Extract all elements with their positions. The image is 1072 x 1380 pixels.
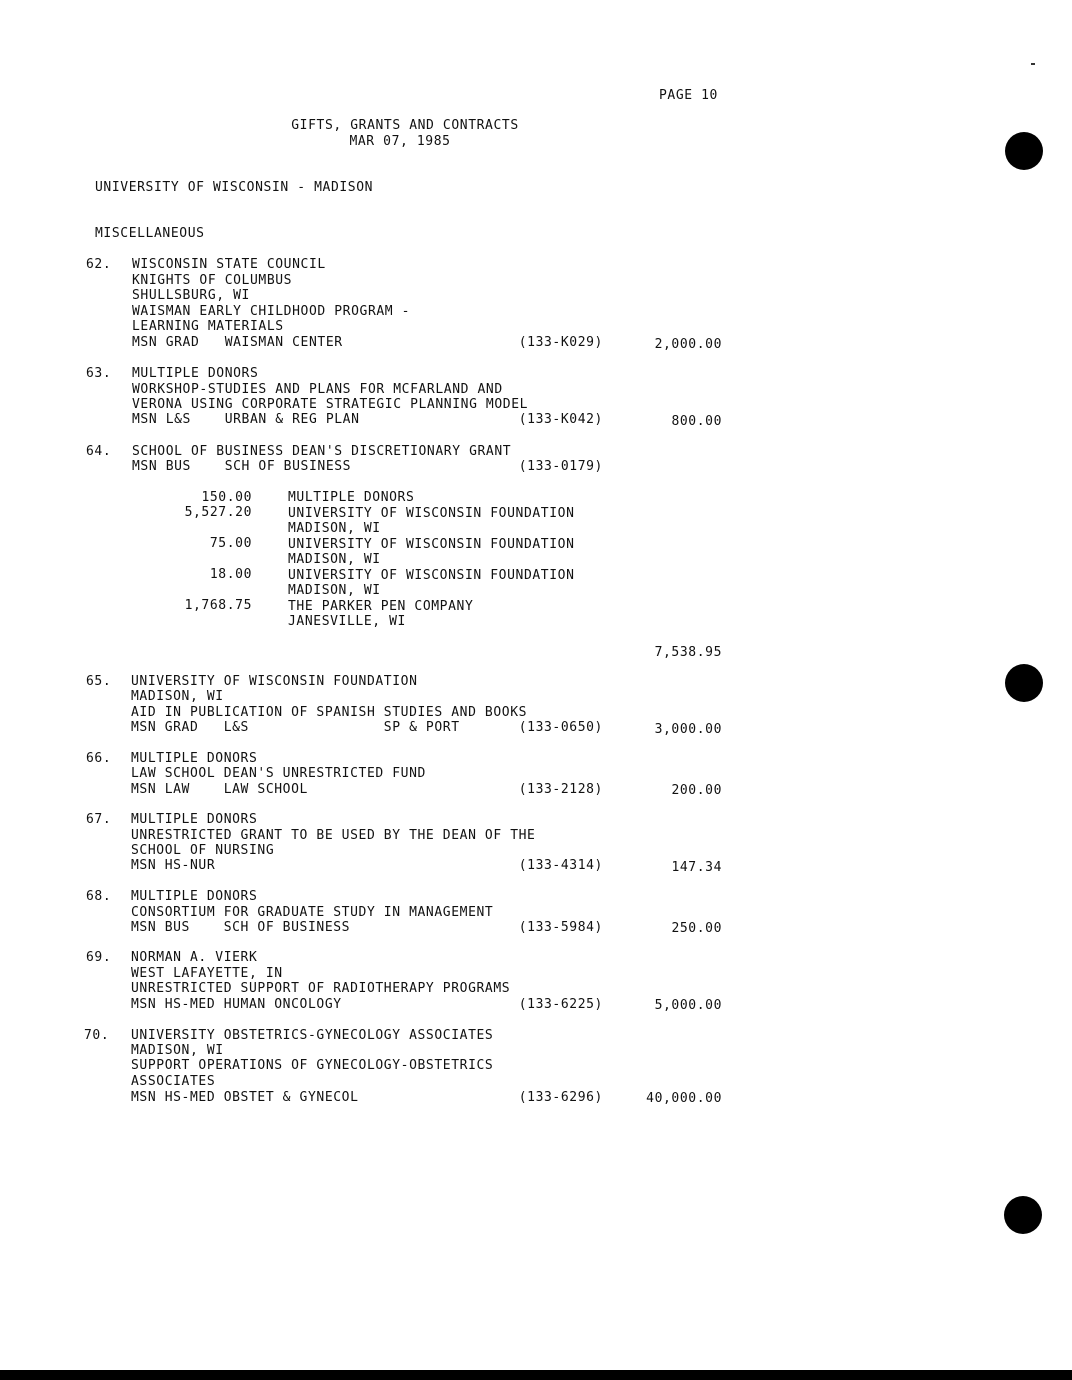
report-title: GIFTS, GRANTS AND CONTRACTS [291, 118, 519, 133]
sub-amount: 5,527.20 [184, 505, 252, 520]
amount: 250.00 [671, 921, 722, 936]
department: MSN HS-MED HUMAN ONCOLOGY [131, 997, 342, 1012]
amount: 800.00 [671, 414, 722, 429]
department: MSN L&S URBAN & REG PLAN [132, 412, 360, 427]
amount: 200.00 [671, 783, 722, 798]
amount: 3,000.00 [654, 722, 722, 737]
department: MSN HS-MED OBSTET & GYNECOL [131, 1090, 359, 1105]
scan-edge-bar [0, 1370, 1072, 1380]
sub-donor-line: MADISON, WI [288, 583, 381, 598]
entry-line: UNIVERSITY OBSTETRICS-GYNECOLOGY ASSOCIATES [131, 1028, 494, 1043]
entry-line: WAISMAN EARLY CHILDHOOD PROGRAM - [132, 304, 411, 319]
entry-line: WEST LAFAYETTE, IN [131, 966, 283, 981]
page-number: PAGE 10 [659, 88, 718, 103]
entry-line: NORMAN A. VIERK [131, 950, 258, 965]
amount: 40,000.00 [646, 1091, 722, 1106]
entry-line: WORKSHOP-STUDIES AND PLANS FOR MCFARLAND AND [132, 382, 503, 397]
punch-hole [1005, 664, 1043, 702]
entry-number: 69. [86, 950, 112, 965]
institution-name: UNIVERSITY OF WISCONSIN - MADISON [95, 180, 374, 195]
entry-number: 67. [86, 812, 112, 827]
entry-line: AID IN PUBLICATION OF SPANISH STUDIES AND BOOKS [131, 705, 528, 720]
sub-donor-line: MULTIPLE DONORS [288, 490, 415, 505]
entry-line: MADISON, WI [131, 1043, 224, 1058]
entry-line: MULTIPLE DONORS [131, 751, 258, 766]
entry-number: 68. [86, 889, 112, 904]
entry-number: 64. [86, 444, 112, 459]
entry-line: SUPPORT OPERATIONS OF GYNECOLOGY-OBSTETRICS [131, 1058, 494, 1073]
entry-line: SCHOOL OF BUSINESS DEAN'S DISCRETIONARY GRANT [132, 444, 512, 459]
amount: 5,000.00 [654, 998, 722, 1013]
amount: 147.34 [671, 860, 722, 875]
entry-number: 65. [86, 674, 112, 689]
sub-donor-line: THE PARKER PEN COMPANY [288, 599, 474, 614]
department: MSN GRAD L&S SP & PORT [131, 720, 460, 735]
entry-number: 62. [86, 257, 112, 272]
sub-amount: 75.00 [209, 536, 252, 551]
entry-line: UNRESTRICTED GRANT TO BE USED BY THE DEAN OF THE [131, 828, 536, 843]
entry-line: MULTIPLE DONORS [132, 366, 259, 381]
account-number: (133-0650) [518, 720, 603, 735]
entry-line: CONSORTIUM FOR GRADUATE STUDY IN MANAGEMENT [131, 905, 494, 920]
amount: 2,000.00 [654, 337, 722, 352]
entry-line: UNRESTRICTED SUPPORT OF RADIOTHERAPY PROGRAMS [131, 981, 511, 996]
account-number: (133-0179) [518, 459, 603, 474]
entry-line: WISCONSIN STATE COUNCIL [132, 257, 326, 272]
account-number: (133-K042) [518, 412, 603, 427]
entry-line: VERONA USING CORPORATE STRATEGIC PLANNING MODEL [132, 397, 529, 412]
entry-line: MULTIPLE DONORS [131, 812, 258, 827]
sub-amount: 18.00 [209, 567, 252, 582]
punch-hole [1004, 1196, 1042, 1234]
entry-line: MULTIPLE DONORS [131, 889, 258, 904]
account-number: (133-6225) [518, 997, 603, 1012]
sub-amount: 1,768.75 [184, 598, 252, 613]
total-amount: 7,538.95 [654, 645, 722, 660]
entry-number: 70. [84, 1028, 110, 1043]
sub-donor-line: UNIVERSITY OF WISCONSIN FOUNDATION [288, 568, 575, 583]
sub-donor-line: UNIVERSITY OF WISCONSIN FOUNDATION [288, 537, 575, 552]
sub-donor-line: MADISON, WI [288, 521, 381, 536]
account-number: (133-K029) [518, 335, 603, 350]
department: MSN BUS SCH OF BUSINESS [132, 459, 352, 474]
sub-donor-line: MADISON, WI [288, 552, 381, 567]
entry-line: ASSOCIATES [131, 1074, 216, 1089]
account-number: (133-5984) [518, 920, 603, 935]
sub-donor-line: JANESVILLE, WI [288, 614, 406, 629]
entry-number: 66. [86, 751, 112, 766]
report-date: MAR 07, 1985 [349, 134, 451, 149]
entry-line: UNIVERSITY OF WISCONSIN FOUNDATION [131, 674, 418, 689]
account-number: (133-4314) [518, 858, 603, 873]
department: MSN LAW LAW SCHOOL [131, 782, 308, 797]
entry-line: LAW SCHOOL DEAN'S UNRESTRICTED FUND [131, 766, 426, 781]
section-heading: MISCELLANEOUS [95, 226, 205, 241]
account-number: (133-2128) [518, 782, 603, 797]
sub-donor-line: UNIVERSITY OF WISCONSIN FOUNDATION [288, 506, 575, 521]
punch-hole [1005, 132, 1043, 170]
entry-line: KNIGHTS OF COLUMBUS [132, 273, 293, 288]
entry-line: SHULLSBURG, WI [132, 288, 250, 303]
entry-line: SCHOOL OF NURSING [131, 843, 275, 858]
entry-number: 63. [86, 366, 112, 381]
department: MSN BUS SCH OF BUSINESS [131, 920, 351, 935]
entry-line: MADISON, WI [131, 689, 224, 704]
department: MSN GRAD WAISMAN CENTER [132, 335, 343, 350]
scan-speck [1031, 63, 1035, 65]
entry-line: LEARNING MATERIALS [132, 319, 284, 334]
sub-amount: 150.00 [201, 490, 252, 505]
account-number: (133-6296) [518, 1090, 603, 1105]
department: MSN HS-NUR [131, 858, 216, 873]
